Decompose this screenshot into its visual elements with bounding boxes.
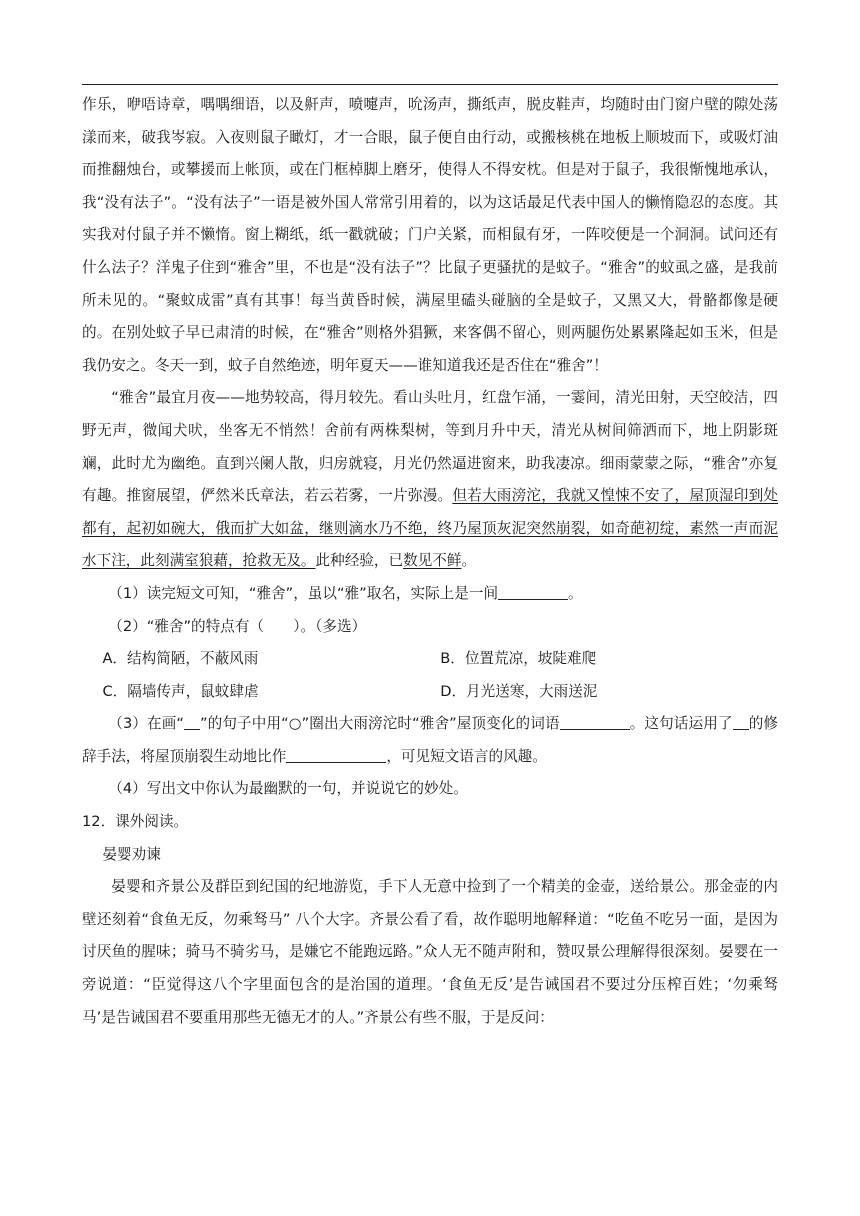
underlined-sentence: 但若大雨滂沱，我就又惶悚不安了，屋顶湿印到处都有，起初如碗大，俄而扩大如盆，继则滴水乃不绝，终乃屋顶灰泥突然崩裂，如奇葩初绽，素然一声而泥水下注，此刻满室狼藉，抢救无及。: [82, 487, 778, 570]
question-12-heading: 12．课外阅读。: [82, 813, 189, 831]
passage-paragraph-1: 作乐，咿唔诗章，喁喁细语，以及鼾声，喷嚏声，吮汤声，撕纸声，脱皮鞋声，均随时由门窗户壁的隙处荡漾而来，破我岑寂。入夜则鼠子瞰灯，才一合眼，鼠子便自由行动，或搬核桃在地板上顺坡而下，或吸灯油而推翻烛台，或攀援而上帐顶，或在门框棹脚上磨牙，使得人不得安枕。但是对于鼠子，我很惭愧地承认，我“没有法子”。“没有法子”一语是被外国人常常引用着的，以为这话最足代表中国人的懒惰隐忍的态度。其实我对付鼠子并不懒惰。窗上糊纸，纸一戳就破；门户关紧，而相鼠有牙，一阵咬便是一个洞洞。试问还有什么法子？洋鬼子住到“雅舍”里，不也是“没有法子”？比鼠子更骚扰的是蚊子。“雅舍”的蚊虱之盛，是我前所未见的。“聚蚊成雷”真有其事！每当黄昏时候，满屋里磕头碰脑的全是蚊子，又黑又大，骨骼都像是硬的。在别处蚊子早已肃清的时候，在“雅舍”则格外猖獗，来客偶不留心，则两腿伤处累累隆起如玉米，但是我仍安之。冬天一到，蚊子自然绝迹，明年夏天——谁知道我还是否住在“雅舍”！: [82, 96, 778, 374]
passage-paragraph-2: [82, 382, 778, 578]
option-c[interactable]: C．隔墙传声，鼠蚊肆虐: [102, 682, 259, 700]
paragraph-2-tail: 此种经验，已: [315, 552, 404, 570]
question-2: （2）“雅舍”的特点有（ ）。（多选）: [108, 617, 367, 635]
options-row-1: [82, 643, 778, 676]
header-rule: [82, 84, 778, 85]
paragraph-2-end: 。: [461, 552, 477, 570]
question-3-text-a: （3）在画“: [108, 715, 184, 733]
question-1-text: （1）读完短文可知，“雅舍”，虽以“雅”取名，实际上是一间: [108, 584, 499, 602]
reading-body: 晏婴和齐景公及群臣到纪国的纪地游览，手下人无意中捡到了一个精美的金壶，送给景公。那金壶的内壁还刻着“食鱼无反，勿乘驽马” 八个大字。齐景公看了看，故作聪明地解释道：“吃鱼不吃另一面，是因为讨厌鱼的腥味；骑马不骑劣马，是嫌它不能跑远路。”众人无不随声附和，赞叹景公理解得很深刻。晏婴在一旁说道：“臣觉得这八个字里面包含的是治国的道理。‘食鱼无反’是告诫国君不要过分压榨百姓；‘勿乘驽马’是告诫国君不要重用那些无德无才的人。”齐景公有些不服，于是反问：: [82, 878, 778, 1026]
underline-mark: [184, 715, 200, 731]
question-3-text-e: ，可见短文语言的风趣。: [386, 747, 547, 765]
option-b[interactable]: B．位置荒凉，坡陡难爬: [440, 650, 597, 668]
answer-blank-3a[interactable]: [560, 715, 630, 731]
answer-blank-1[interactable]: [498, 584, 568, 600]
question-4: （4）写出文中你认为最幽默的一句，并说说它的妙处。: [108, 780, 468, 798]
underlined-phrase: 数见不鲜: [403, 552, 462, 570]
option-d[interactable]: D．月光送寒，大雨送泥: [440, 682, 598, 700]
document-body: [82, 89, 778, 1034]
question-1: [82, 578, 778, 611]
paragraph-2-text: “雅舍”最宜月夜——地势较高，得月较先。看山头吐月，红盘乍涌，一霎间，清光田射，天空皎洁，四野无声，微闻犬吠，坐客无不悄然！舍前有两株梨树，等到月升中天，清光从树间筛洒而下，地上阴影斑斓，此时尤为幽绝。直到兴阑人散，归房就寝，月光仍然逼进窗来，助我凄凉。细雨蒙蒙之际，“雅舍”亦复有趣。推窗展望，俨然米氏章法，若云若雾，一片弥漫。: [82, 389, 778, 505]
question-3-text-d: 的修辞手法，将屋顶崩裂生动地比作: [82, 715, 778, 765]
question-1-end: 。: [568, 584, 583, 602]
question-3-text-b: ”的句子中用“○”圈出大雨滂沱时“雅舍”屋顶变化的词语: [199, 715, 560, 733]
question-3-text-c: 。这句话运用了: [629, 715, 733, 733]
question-3: [82, 708, 778, 773]
reading-title: 晏婴劝谏: [102, 845, 161, 863]
options-row-2: [82, 676, 778, 709]
answer-blank-3c[interactable]: [286, 747, 386, 763]
answer-blank-3b[interactable]: [733, 715, 749, 731]
option-a[interactable]: A．结构简陋，不蔽风雨: [102, 650, 259, 668]
